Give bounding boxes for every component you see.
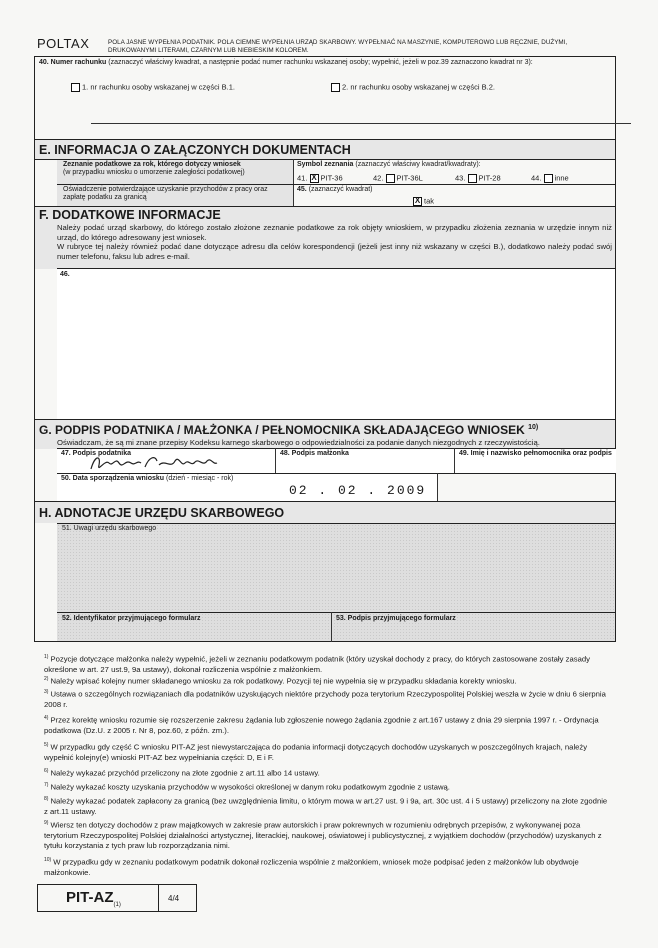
form-body xyxy=(34,56,616,642)
checkbox-40-2[interactable] xyxy=(331,83,340,92)
field-50[interactable]: 50. Data sporządzenia wniosku (dzień - miesiąc - rok) xyxy=(57,474,437,501)
footnote-3: $^{3)}$ Ustawa o szczególnych rozwiązaniach dla podatników uzyskujących niektóre przychody poza terytorium Rzeczypospolitej Polskiej weszła w życie w dniu 6 sierpnia 2008 r. xyxy=(44,689,606,709)
checkbox-43[interactable] xyxy=(468,174,477,183)
option-40-1[interactable]: 1. nr rachunku osoby wskazanej w części B.1. xyxy=(71,83,235,92)
footnote-6: $^{6)}$ Należy wykazać przychód przeliczony na złote zgodnie z art.11 albo 14 ustawy. xyxy=(44,768,320,778)
fill-instruction: POLA JASNE WYPEŁNIA PODATNIK. POLA CIEMNE WYPEŁNIA URZĄD SKARBOWY. WYPEŁNIAĆ NA MASZYNIE, KOMPUTEROWO LUB RĘCZNIE, DUŻYMI, DRUKOWANYMI LITERAMI, CZARNYM LUB NIEBIESKIM KOLOREM. xyxy=(108,39,568,54)
section-h-title: H. ADNOTACJE URZĘDU SKARBOWEGO xyxy=(35,502,615,523)
section-f-title: F. DODATKOWE INFORMACJE xyxy=(39,208,221,222)
signature-image xyxy=(85,451,265,475)
checkbox-41[interactable]: X xyxy=(311,173,317,182)
option-43[interactable]: 43. PIT-28 xyxy=(455,173,501,183)
checkbox-44[interactable] xyxy=(544,174,553,183)
footnote-2: $^{2)}$ Należy wpisać kolejny numer składanego wniosku za rok podatkowy. Pozycji tej nie wypełnia się w przypadku składania korekty wniosku. xyxy=(44,676,517,686)
footnote-7: $^{7)}$ Należy wykazać koszty uzyskania przychodów w wysokości określonej w danym roku podatkowym zgodnie z ustawą. xyxy=(44,782,450,792)
option-45-tak[interactable]: X tak xyxy=(414,196,435,206)
option-41[interactable]: 41. X PIT-36 xyxy=(297,173,343,183)
section-e-title: E. INFORMACJA O ZAŁĄCZONYCH DOKUMENTACH xyxy=(35,140,615,160)
footnote-1: $^{1)}$ Pozycje dotyczące małżonka należy wypełnić, jeżeli w zeznaniu podatkowym podatnik (który uzyskał dochody z pracy, do których zastosowane zostały zasady określone w art. 27 ust.9, 9a ustawy), dokonał rozliczenia wspólnie z małżonkiem. xyxy=(44,654,590,674)
field-52: 52. Identyfikator przyjmującego formularz xyxy=(62,615,201,622)
field-oswiadczenie-label: Oświadczenie potwierdzające uzyskanie przychodów z pracy oraz zapłatę podatku za granicą xyxy=(63,186,268,201)
footnote-9: $^{9)}$ Wiersz ten dotyczy dochodów z praw majątkowych w zakresie praw autorskich i praw pokrewnych w rozumieniu odrębnych przepisów, z wykonywanej poza terytorium Rzeczypospolitej Polskiej działalności artystycznej, literackiej, naukowej, oświatowej i publicystycznej, z wyjątkiem dochodów (przychodów) uzyskanych z tytułu korzystania z tych praw lub rozporządzania nimi. xyxy=(44,820,602,850)
field-zeznanie-label: Zeznanie podatkowe za rok, którego dotyczy wniosek (w przypadku wniosku o umorzenie zaległości podatkowej) xyxy=(63,161,245,176)
checkbox-42[interactable] xyxy=(386,174,395,183)
account-number-line[interactable] xyxy=(91,123,631,124)
footnote-10: $^{10)}$ W przypadku gdy w zeznaniu podatkowym podatnik dokonał rozliczenia wspólnie z małżonkiem, wniosek może podpisać jeden z małżonków lub obydwoje małżonkowie. xyxy=(44,857,579,877)
checkbox-45[interactable]: X xyxy=(414,196,421,205)
date-value[interactable]: 02 . 02 . 2009 xyxy=(289,483,427,498)
option-40-2[interactable]: 2. nr rachunku osoby wskazanej w części B.2. xyxy=(331,83,495,92)
field-47[interactable]: 47. Podpis podatnika xyxy=(57,449,275,473)
checkbox-40-1[interactable] xyxy=(71,83,80,92)
field-40-label: 40. Numer rachunku (zaznaczyć właściwy kwadrat, a następnie podać numer rachunku wskazanej osoby; wypełnić, jeżeli w poz.39 zaznaczono kwadrat nr 3): xyxy=(39,59,533,66)
option-42[interactable]: 42. PIT-36L xyxy=(373,173,423,183)
option-44[interactable]: 44. inne xyxy=(531,173,569,183)
field-49[interactable]: 49. Imię i nazwisko pełnomocnika oraz podpis xyxy=(455,449,616,473)
section-g-title: G. PODPIS PODATNIKA / MAŁŻONKA / PEŁNOMOCNIKA SKŁADAJĄCEGO WNIOSEK $^{10)}$ xyxy=(39,423,539,437)
field-symbol-label: Symbol zeznania (zaznaczyć właściwy kwadrat/kwadraty): xyxy=(297,161,481,168)
footnote-8: $^{8)}$ Należy wykazać podatek zapłacony za granicą (bez uwzględnienia limitu, o którym mowa w art.27 ust. 9 i 9a, art. 30c ust. 4 i 5 ustawy) przeliczony na złote zgodnie z art.11 ustawy. xyxy=(44,796,608,816)
brand-poltax: POLTAX xyxy=(37,36,90,51)
footnote-4: $^{4)}$ Przez korektę wniosku rozumie się rozszerzenie zakresu żądania lub zgłoszenie nowego żądania zgodnie z art.167 ustawy z dnia 29 sierpnia 1997 r. - Ordynacja podatkowa (Dz.U. z 2005 r. Nr 8, poz.60, z późn. zm.). xyxy=(44,715,599,735)
field-45-label: 45. (zaznaczyć kwadrat) xyxy=(297,186,373,193)
footnote-5: $^{5)}$ W przypadku gdy część C wniosku PIT-AZ jest niewystarczająca do podania informacji dotyczących dochodów uzyskanych w poszczególnych krajach, należy wypełnić kolejny(e) wnioski PIT-AZ bez wypełniania części: D, E i F. xyxy=(44,742,588,762)
page-number: 4/4 xyxy=(168,894,180,903)
form-id-box xyxy=(37,884,197,912)
field-51: 51. Uwagi urzędu skarbowego xyxy=(62,525,157,532)
section-g-declaration: Oświadczam, że są mi znane przepisy Kodeksu karnego skarbowego o odpowiedzialności za podanie danych niezgodnych z rzeczywistością. xyxy=(57,438,540,447)
section-f-text2: W rubryce tej należy również podać dane dotyczące adresu dla celów korespondencji (jeżeli jest inny niż wskazany w części B.), dodatkowo należy podać swój numer telefonu, faksu lub adres e-mail. xyxy=(57,242,612,261)
field-48[interactable]: 48. Podpis małżonka xyxy=(276,449,454,473)
field-53: 53. Podpis przyjmującego formularz xyxy=(336,615,456,622)
section-f-text1: Należy podać urząd skarbowy, do którego zostało złożone zeznanie podatkowe za rok objęty wnioskiem, w przypadku złożenia zeznania w urzędzie innym niż urząd, do którego adresowany jest wniosek. xyxy=(57,223,612,242)
field-46[interactable]: 46. xyxy=(57,269,615,419)
form-code: PIT-$AZ_{(1)}$ xyxy=(66,889,121,908)
